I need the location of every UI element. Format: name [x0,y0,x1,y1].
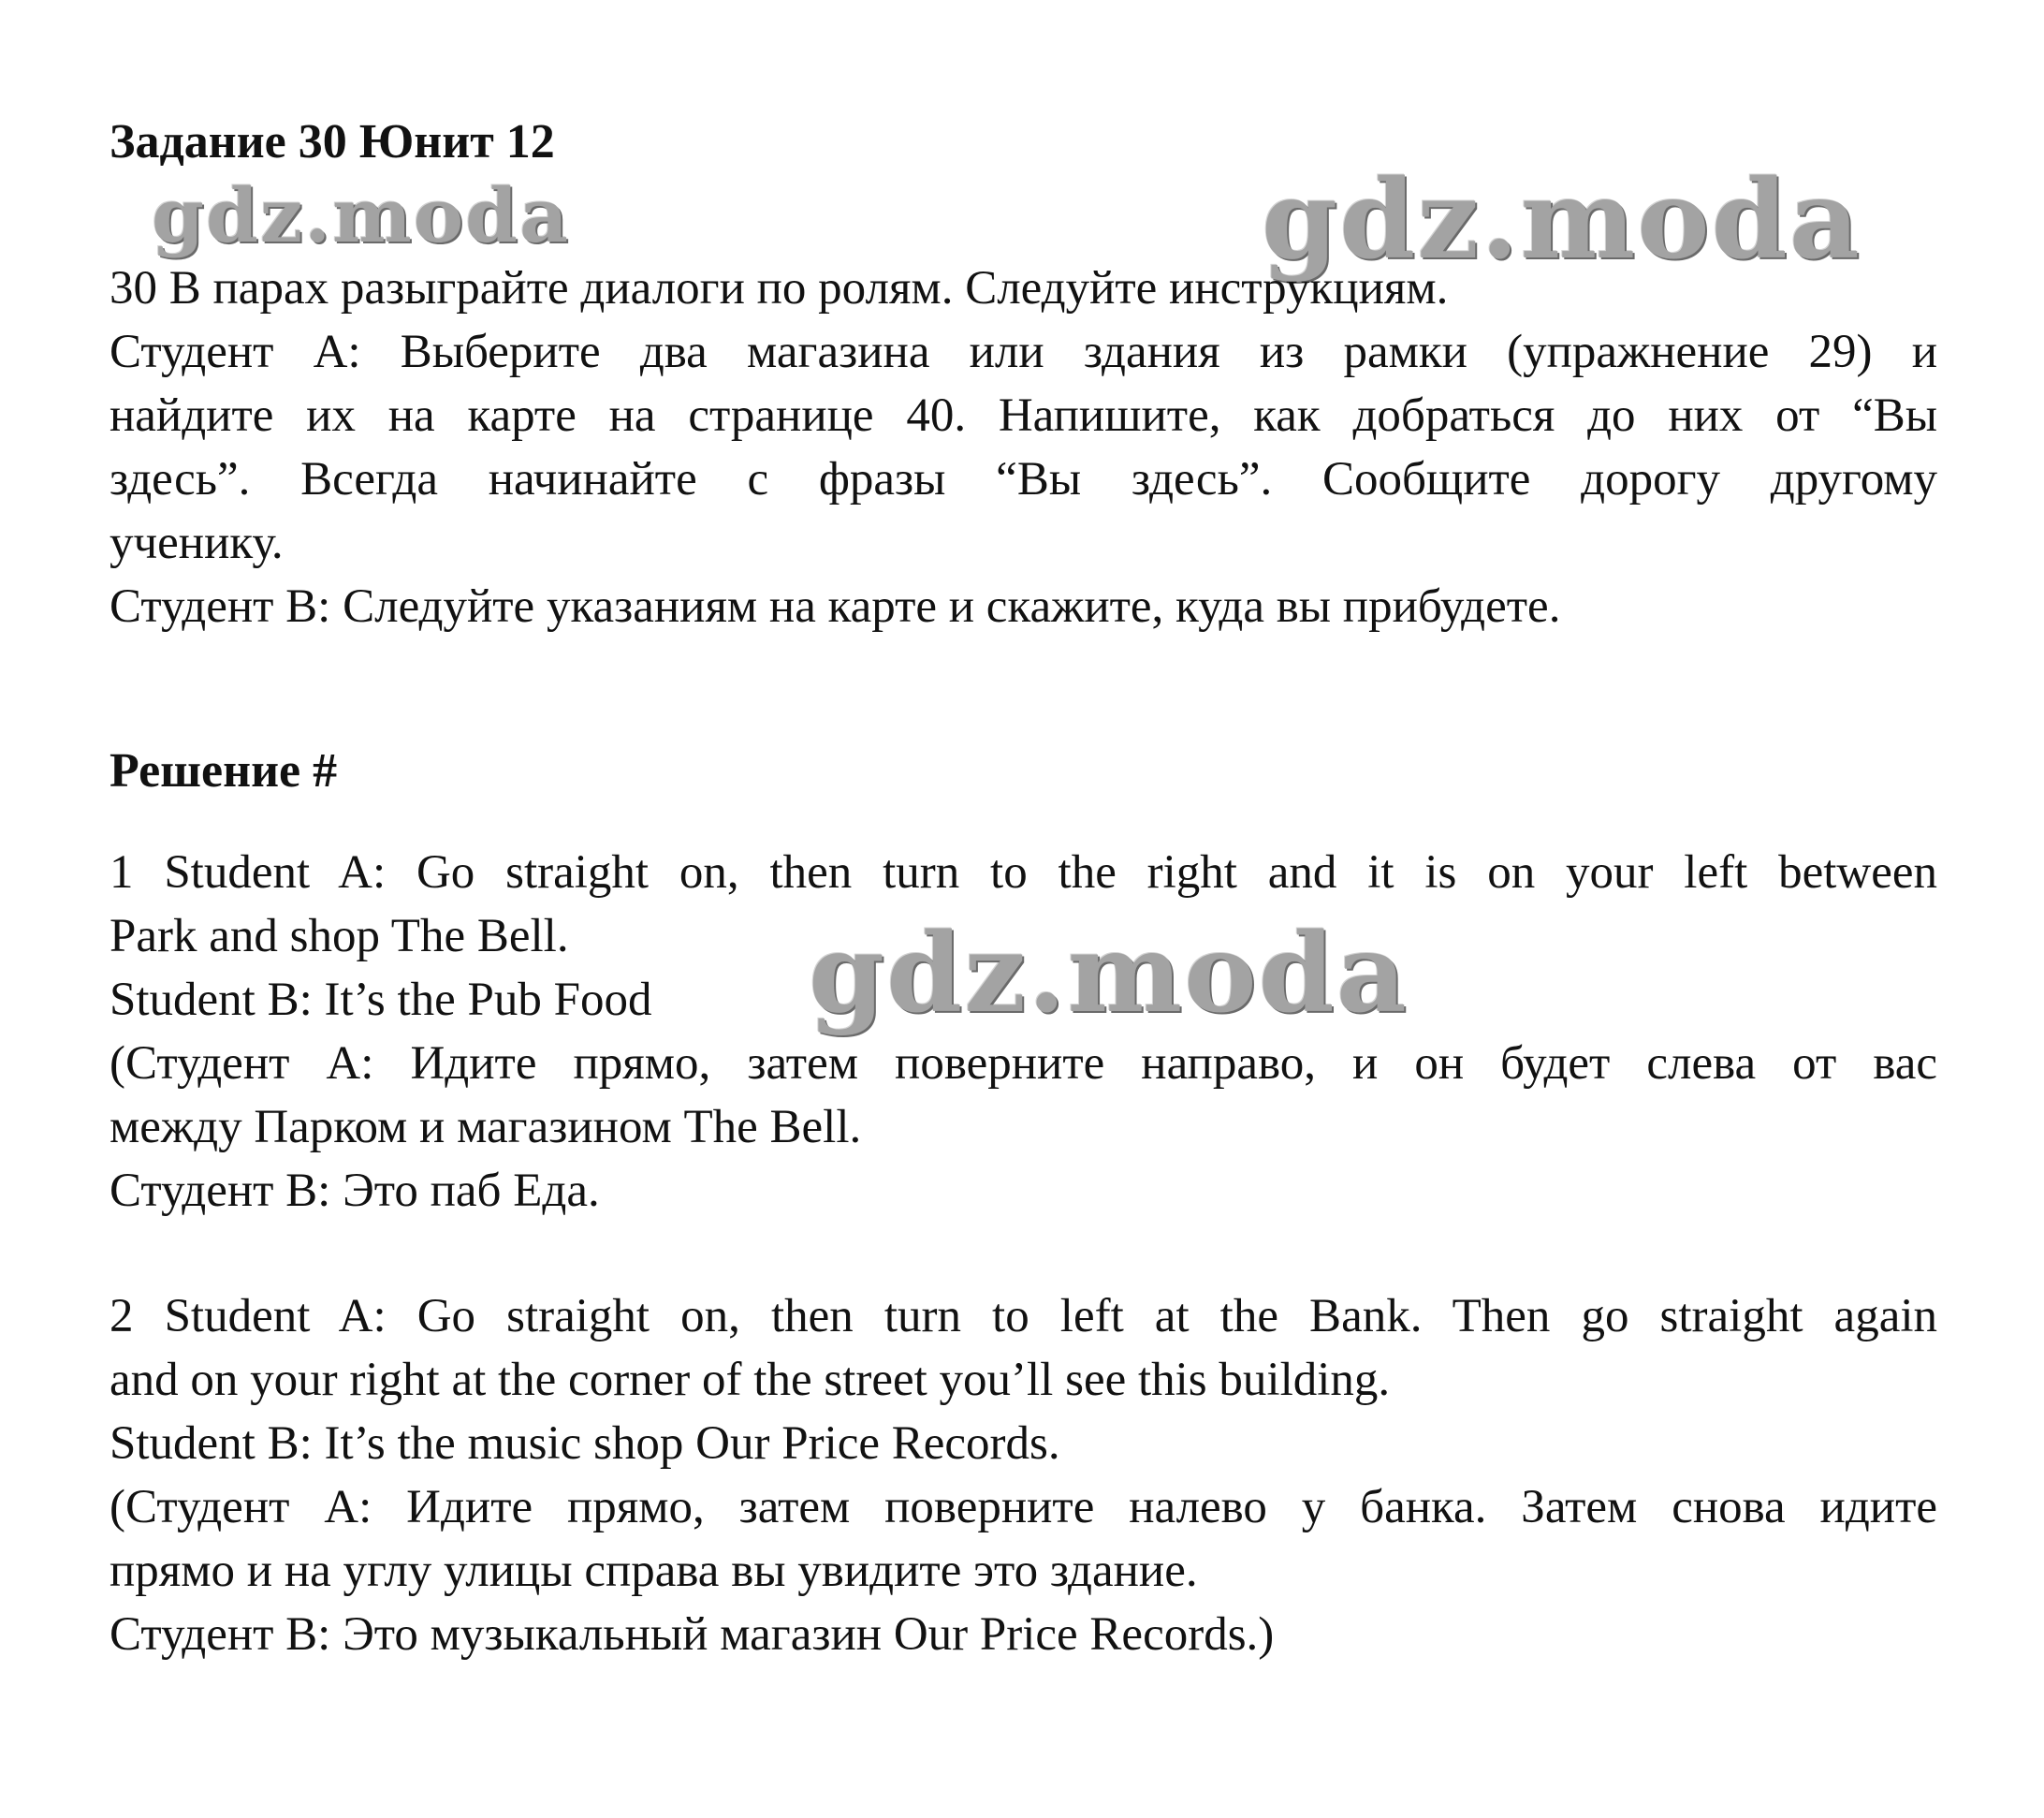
task-line: найдите их на карте на странице 40. Напишите, как добраться до них от “Вы [110,389,1937,442]
watermark-logo: gdz.moda [809,910,1409,1037]
task-description [110,257,1937,638]
answer-line: Студент В: Это музыкальный магазин Our Price Records.) [110,1608,1275,1661]
solution-heading: Решение # [110,744,338,798]
answer-line: and on your right at the corner of the street you’ll see this building. [110,1354,1391,1406]
answer-line: 2 Student A: Go straight on, then turn to left at the Bank. Then go straight again [110,1290,1937,1342]
answer-line: 1 Student A: Go straight on, then turn to the right and it is on your left between [110,846,1937,899]
answer-line: Студент В: Это паб Еда. [110,1165,600,1217]
task-line: 30 В парах разыграйте диалоги по ролям. Следуйте инструкциям. [110,262,1449,315]
task-line: здесь”. Всегда начинайте с фразы “Вы здесь”. Сообщите дорогу другому [110,453,1937,506]
task-line: Студент А: Выберите два магазина или здания из рамки (упражнение 29) и [110,326,1937,378]
answer-2 [110,1284,1937,1666]
answer-line: Student B: It’s the music shop Our Price Records. [110,1417,1060,1470]
task-line: Студент В: Следуйте указаниям на карте и скажите, куда вы прибудете. [110,580,1561,633]
answer-line: Park and shop The Bell. [110,910,569,962]
watermark-logo: gdz.moda [1262,156,1862,284]
task-line: ученику. [110,517,284,569]
answer-line: Student B: It’s the Pub Food [110,974,652,1026]
answer-line: (Студент А: Идите прямо, затем поверните направо, и он будет слева от вас [110,1037,1937,1090]
page-title: Задание 30 Юнит 12 [110,115,555,169]
answer-line: (Студент А: Идите прямо, затем поверните налево у банка. Затем снова идите [110,1481,1937,1533]
answer-line: прямо и на углу улицы справа вы увидите это здание. [110,1545,1198,1597]
answer-line: между Парком и магазином The Bell. [110,1101,862,1153]
watermark-logo: gdz.moda [152,171,570,259]
